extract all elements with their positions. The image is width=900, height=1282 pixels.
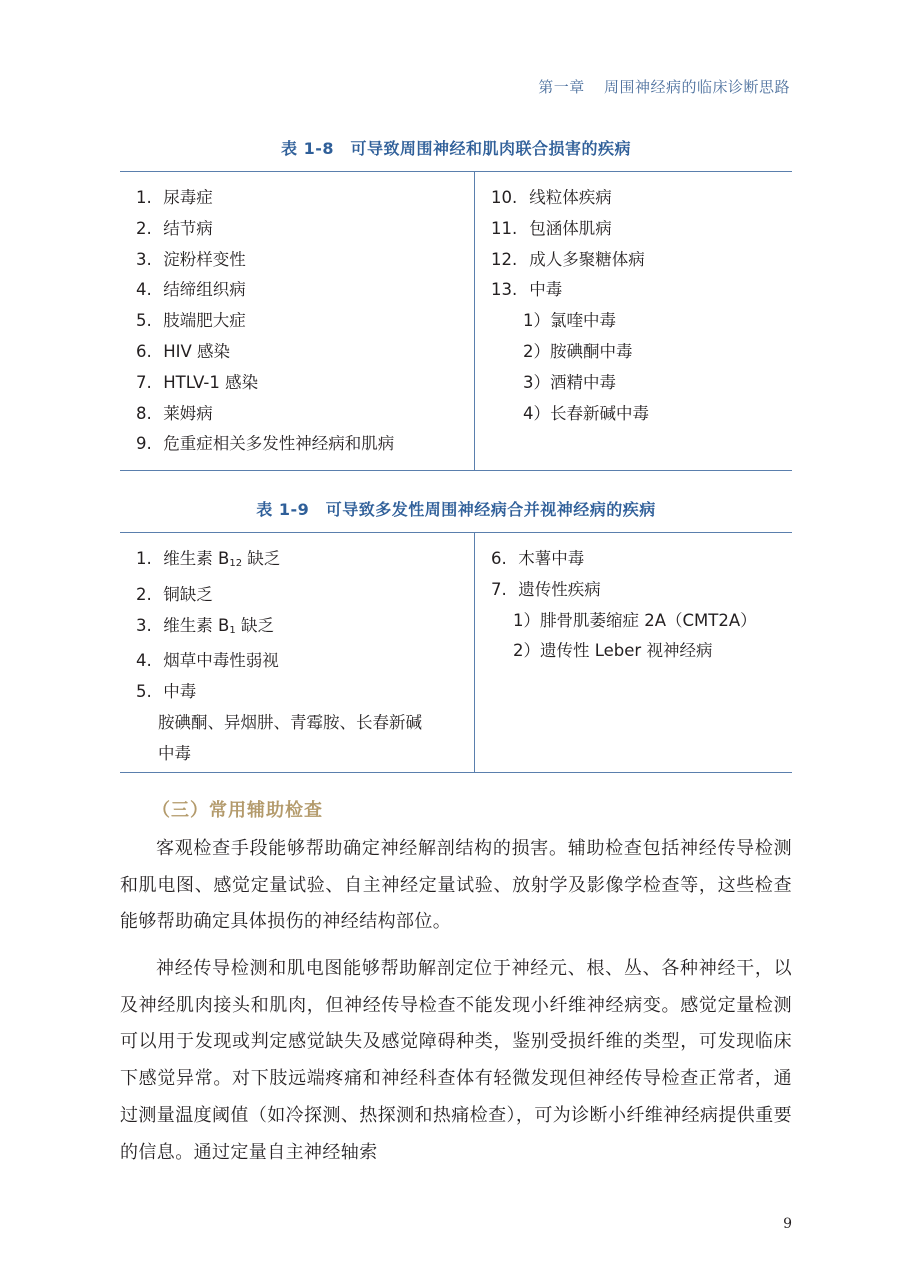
list-item: 5. 中毒 [136,682,197,702]
body-paragraph: 客观检查手段能够帮助确定神经解剖结构的损害。辅助检查包括神经传导检测和肌电图、感觉定量试验、自主神经定量试验、放射学及影像学检查等，这些检查能够帮助确定具体损伤的神经结构部位。 [120,838,792,933]
list-item: 1. 尿毒症 [136,188,213,207]
sub-list-item: 2）遗传性 Leber 视神经病 [513,641,713,661]
list-item-continuation: 中毒 [158,743,191,763]
section-title: （三）常用辅助检查 [152,800,323,821]
list-item: 1. 维生素 $B_{12}$ 缺乏 [136,549,281,569]
sub-list-item: 1）氯喹中毒 [523,311,616,331]
table2 [120,532,792,773]
list-item: 2. 铜缺乏 [136,584,213,604]
list-item: 7. 遗传性疾病 [491,579,601,599]
list-item: 4. 结缔组织病 [136,280,246,300]
table1-title: 表 1-8 可导致周围神经和肌肉联合损害的疾病 [281,139,631,158]
running-header [538,76,790,97]
list-item-continuation: 胺碘酮、异烟肼、青霉胺、长春新碱 [158,712,422,732]
list-item: 8. 莱姆病 [136,403,213,423]
list-item: 5. 肢端肥大症 [136,311,246,331]
page-number: 9 [783,1216,792,1232]
list-item: 4. 烟草中毒性弱视 [136,651,279,671]
header-title: 周围神经病的临床诊断思路 [603,78,790,96]
list-item: 3. 淀粉样变性 [136,249,246,269]
table2-left-column [120,533,475,772]
list-item: 3. 维生素 $B_1$ 缺乏 [136,615,274,636]
body-paragraph: 神经传导检测和肌电图能够帮助解剖定位于神经元、根、丛、各种神经干，以及神经肌肉接头和肌肉，但神经传导检查不能发现小纤维神经病变。感觉定量检测可以用于发现或判定感觉缺失及感觉障碍种类，鉴别受损纤维的类型，可发现临床下感觉异常。对下肢远端疼痛和神经科查体有轻微发现但神经传导检查正常者，通过测量温度阈值（如冷探测、热探测和热痛检查），可为诊断小纤维神经病提供重要的信息。通过定量自主神经轴索 [120,958,792,1163]
sub-list-item: 3）酒精中毒 [523,372,616,392]
table1 [120,171,792,471]
header-chapter: 第一章 [538,78,585,96]
list-item: 6. 木薯中毒 [491,549,585,568]
list-item: 2. 结节病 [136,218,213,238]
sub-list-item: 2）胺碘酮中毒 [523,341,633,361]
list-item: 12. 成人多聚糖体病 [491,249,645,269]
sub-list-item: 1）腓骨肌萎缩症 2A（CMT2A） [513,610,757,630]
table1-right-column [475,172,792,470]
list-item: 13. 中毒 [491,280,563,300]
list-item: 6. HIV 感染 [136,341,231,361]
table2-right-column [475,533,792,772]
list-item: 10. 线粒体疾病 [491,188,612,207]
sub-list-item: 4）长春新碱中毒 [523,403,649,423]
list-item: 7. HTLV-1 感染 [136,372,259,392]
table1-left-column [120,172,475,470]
list-item: 9. 危重症相关多发性神经病和肌病 [136,434,395,454]
table2-title: 表 1-9 可导致多发性周围神经病合并视神经病的疾病 [256,500,656,519]
list-item: 11. 包涵体肌病 [491,218,612,238]
